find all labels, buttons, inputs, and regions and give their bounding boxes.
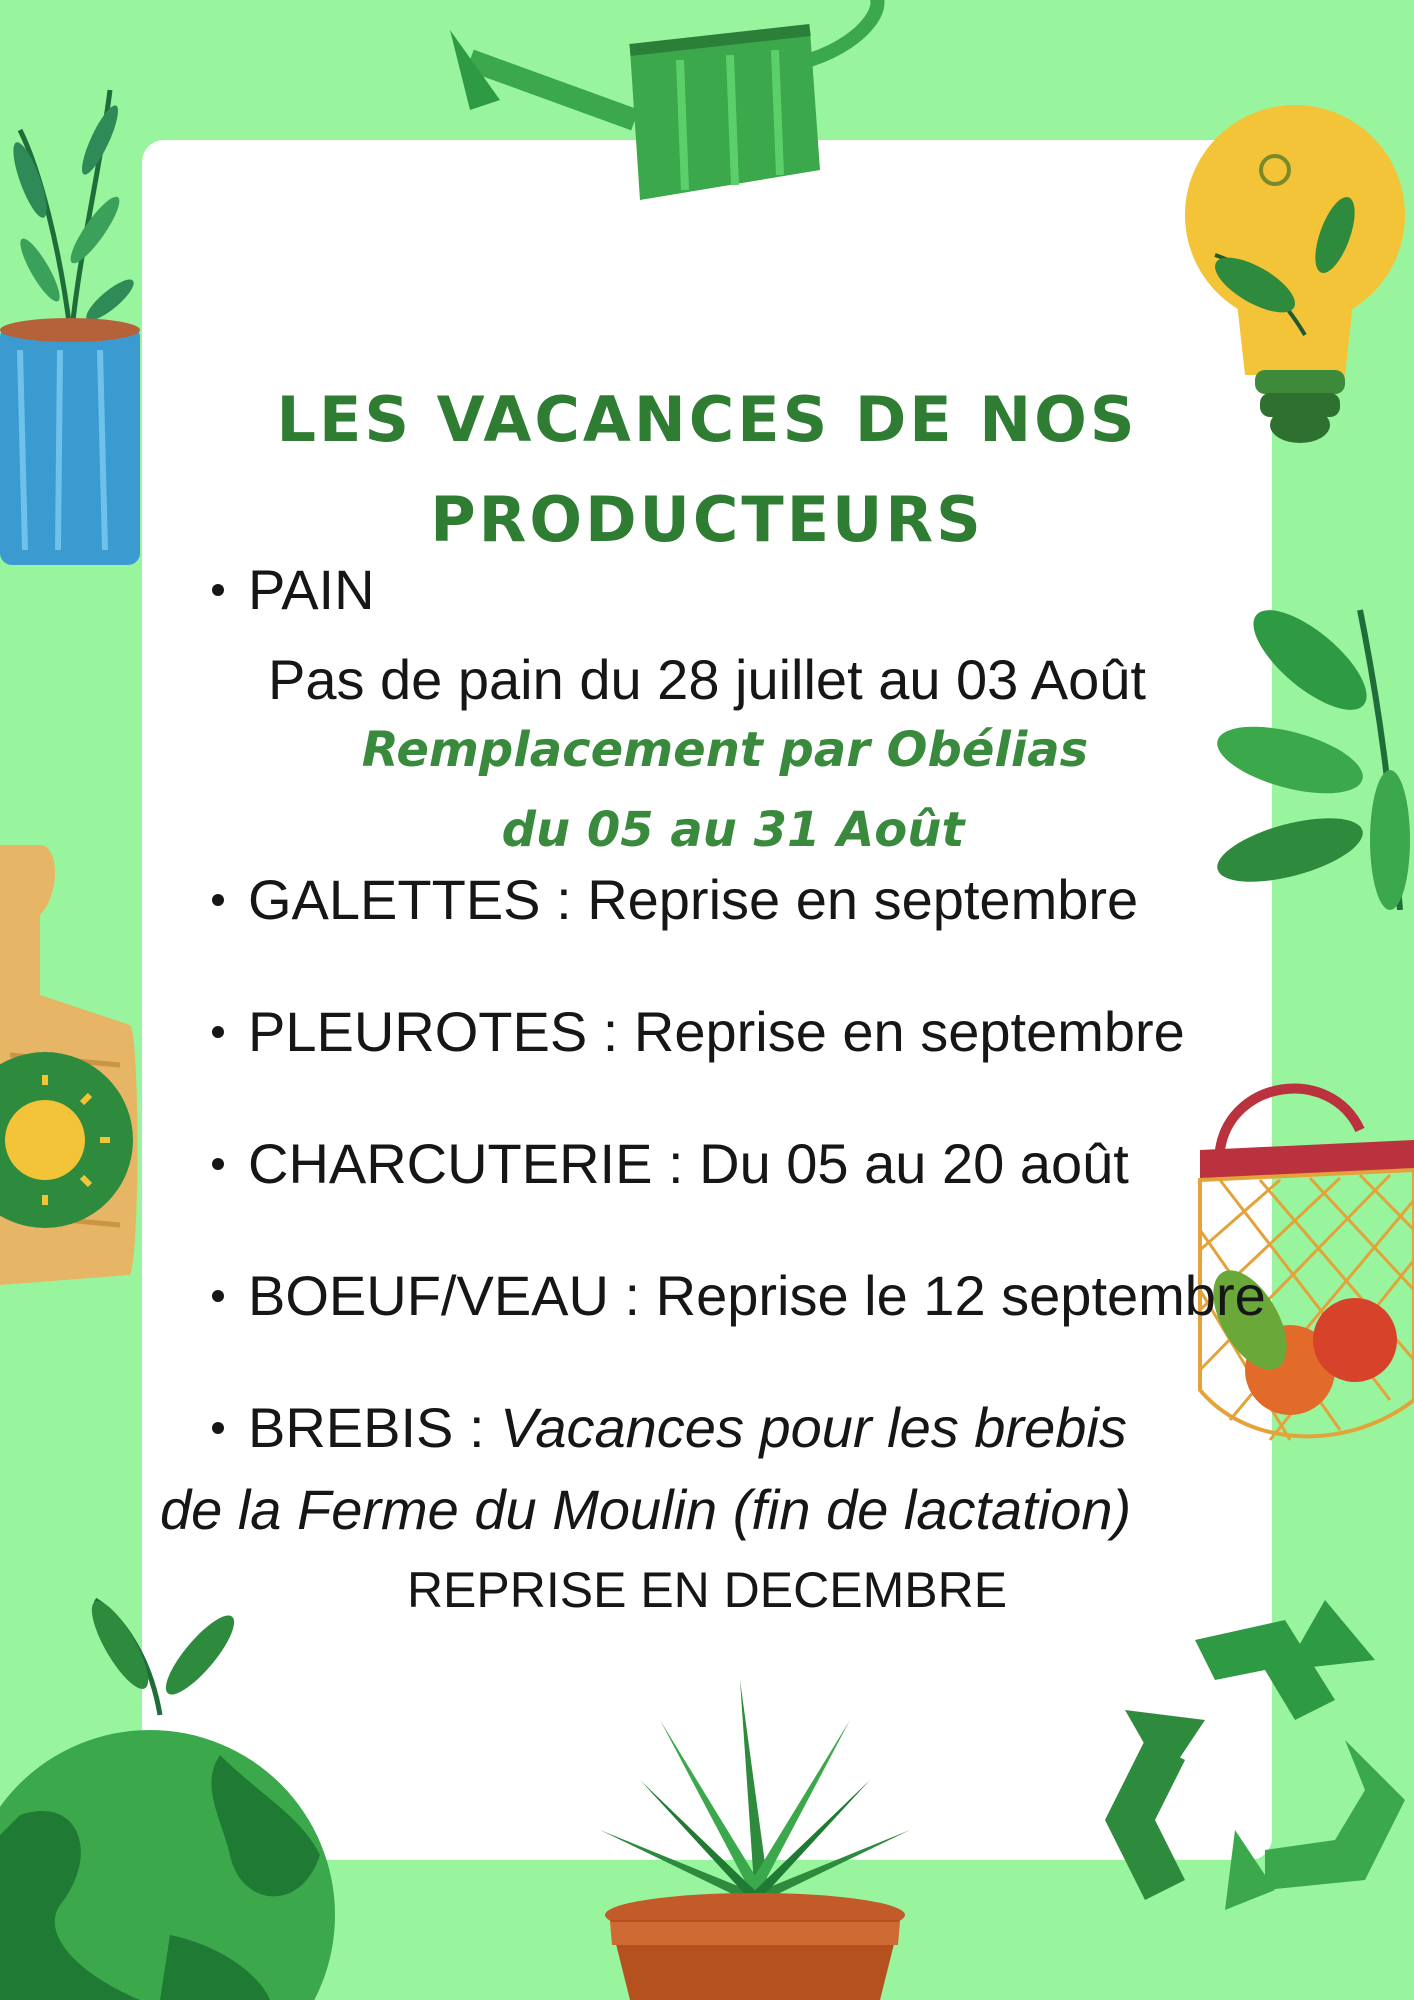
- pain-label: PAIN: [248, 558, 375, 621]
- succulent-pot-icon: [580, 1660, 930, 2000]
- net-bag-icon: [1190, 1070, 1414, 1450]
- plant-pot-icon: [0, 50, 150, 570]
- poster-title: [142, 370, 1272, 570]
- bullet-icon: [212, 894, 224, 906]
- title-line-2: PRODUCTEURS: [430, 483, 984, 556]
- brebis-label: BREBIS :: [248, 1396, 501, 1459]
- bullet-icon: [212, 1290, 224, 1302]
- brebis-note-line-1: Vacances pour les brebis: [500, 1396, 1127, 1459]
- pain-replacement-line-1: Remplacement par Obélias: [361, 722, 1089, 778]
- brebis-reprise: REPRISE EN DECEMBRE: [406, 1562, 1008, 1618]
- galettes-text: GALETTES : Reprise en septembre: [248, 868, 1139, 931]
- bullet-icon: [212, 1158, 224, 1170]
- bullet-icon: [212, 1422, 224, 1434]
- pleurotes-text: PLEUROTES : Reprise en septembre: [248, 1000, 1185, 1063]
- watering-can-icon: [430, 0, 890, 220]
- title-line-1: LES VACANCES DE NOS: [276, 383, 1138, 456]
- boeuf-veau-text: BOEUF/VEAU : Reprise le 12 septembre: [248, 1264, 1266, 1327]
- cutting-board-icon: [0, 835, 145, 1295]
- list-item-pain: [212, 558, 375, 622]
- charcuterie-text: CHARCUTERIE : Du 05 au 20 août: [248, 1132, 1129, 1195]
- list-item-brebis: [212, 1396, 1127, 1460]
- list-item-pleurotes: [212, 1000, 1185, 1064]
- bullet-icon: [212, 584, 224, 596]
- list-item-charcuterie: [212, 1132, 1129, 1196]
- list-item-boeuf-veau: [212, 1264, 1266, 1328]
- bullet-icon: [212, 1026, 224, 1038]
- recycle-icon: [1085, 1600, 1414, 1910]
- brebis-note-line-2: de la Ferme du Moulin (fin de lactation): [160, 1478, 1132, 1541]
- pain-detail: Pas de pain du 28 juillet au 03 Août: [267, 648, 1146, 711]
- pain-replacement-line-2: du 05 au 31 Août: [501, 802, 965, 858]
- list-item-galettes: [212, 868, 1138, 932]
